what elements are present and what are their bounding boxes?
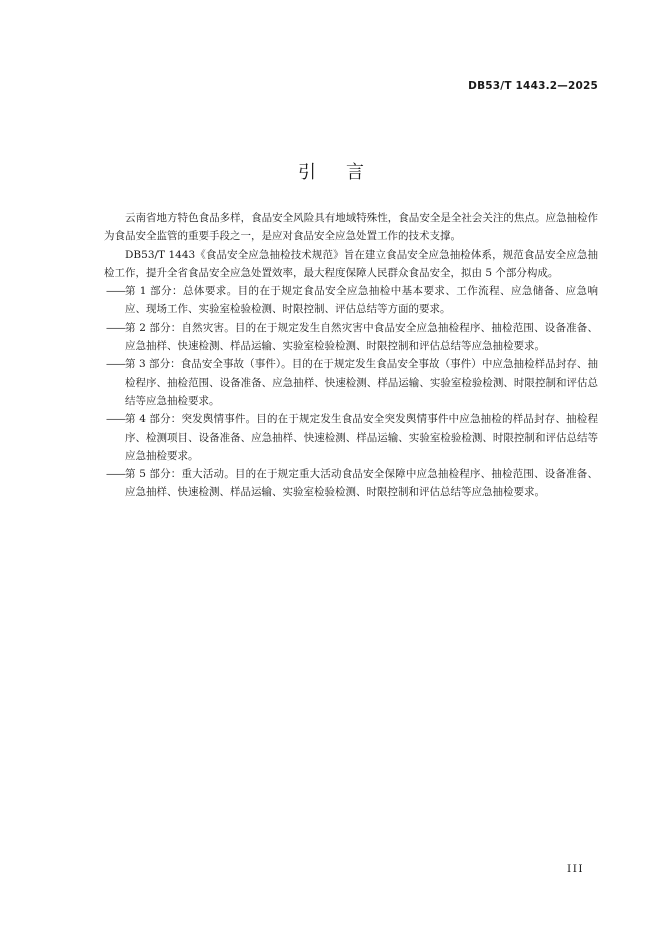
part-item-text: 第 5 部分：重大活动。目的在于规定重大活动食品安全保障中应急抽检程序、抽检范围、设备准备、应急抽样、快速检测、样品运输、实验室检验检测、时限控制和评估总结等应急抽检要求。: [125, 468, 598, 499]
part-item-text: 第 1 部分：总体要求。目的在于规定食品安全应急抽检中基本要求、工作流程、应急储备、应急响应、现场工作、实验室检验检测、时限控制、评估总结等方面的要求。: [125, 285, 598, 316]
part-item-3: [104, 355, 598, 410]
part-item-2: [104, 319, 598, 356]
document-code: DB53/T 1443.2—2025: [468, 80, 598, 92]
part-item-text: 第 3 部分：食品安全事故（事件）。目的在于规定发生食品安全事故（事件）中应急抽检样品封存、抽检程序、抽检范围、设备准备、应急抽样、快速检测、样品运输、实验室检验检测、时限控制和评估总结等应急抽检要求。: [125, 358, 598, 407]
page-title: 引言: [298, 162, 394, 183]
page-number: III: [567, 863, 584, 875]
part-item-text: 第 2 部分：自然灾害。目的在于规定发生自然灾害中食品安全应急抽检程序、抽检范围、设备准备、应急抽样、快速检测、样品运输、实验室检验检测、时限控制和评估总结等应急抽检要求。: [125, 321, 598, 353]
part-item-text: 第 4 部分：突发舆情事件。目的在于规定发生食品安全突发舆情事件中应急抽检的样品封存、抽检程序、检测项目、设备准备、应急抽样、快速检测、样品运输、实验室检验检测、时限控制和评估总结等应急抽检要求。: [125, 413, 598, 462]
body-text: [104, 209, 598, 502]
dash-marker: ——: [106, 285, 125, 298]
part-item-1: [104, 282, 598, 319]
dash-marker: ——: [106, 413, 125, 426]
dash-marker: ——: [106, 468, 125, 481]
intro-paragraph-2: DB53/T 1443《食品安全应急抽检技术规范》旨在建立食品安全应急抽检体系，规范食品安全应急抽检工作，提升全省食品安全应急处置效率，最大程度保障人民群众食品安全，拟由 5 个部分构成。: [104, 248, 598, 279]
intro-paragraph-1: 云南省地方特色食品多样，食品安全风险具有地域特殊性，食品安全是全社会关注的焦点。应急抽检作为食品安全监管的重要手段之一，是应对食品安全应急处置工作的技术支撑。: [104, 212, 598, 243]
part-item-4: [104, 410, 598, 465]
dash-marker: ——: [106, 358, 125, 371]
dash-marker: ——: [106, 321, 125, 334]
part-item-5: [104, 465, 598, 502]
